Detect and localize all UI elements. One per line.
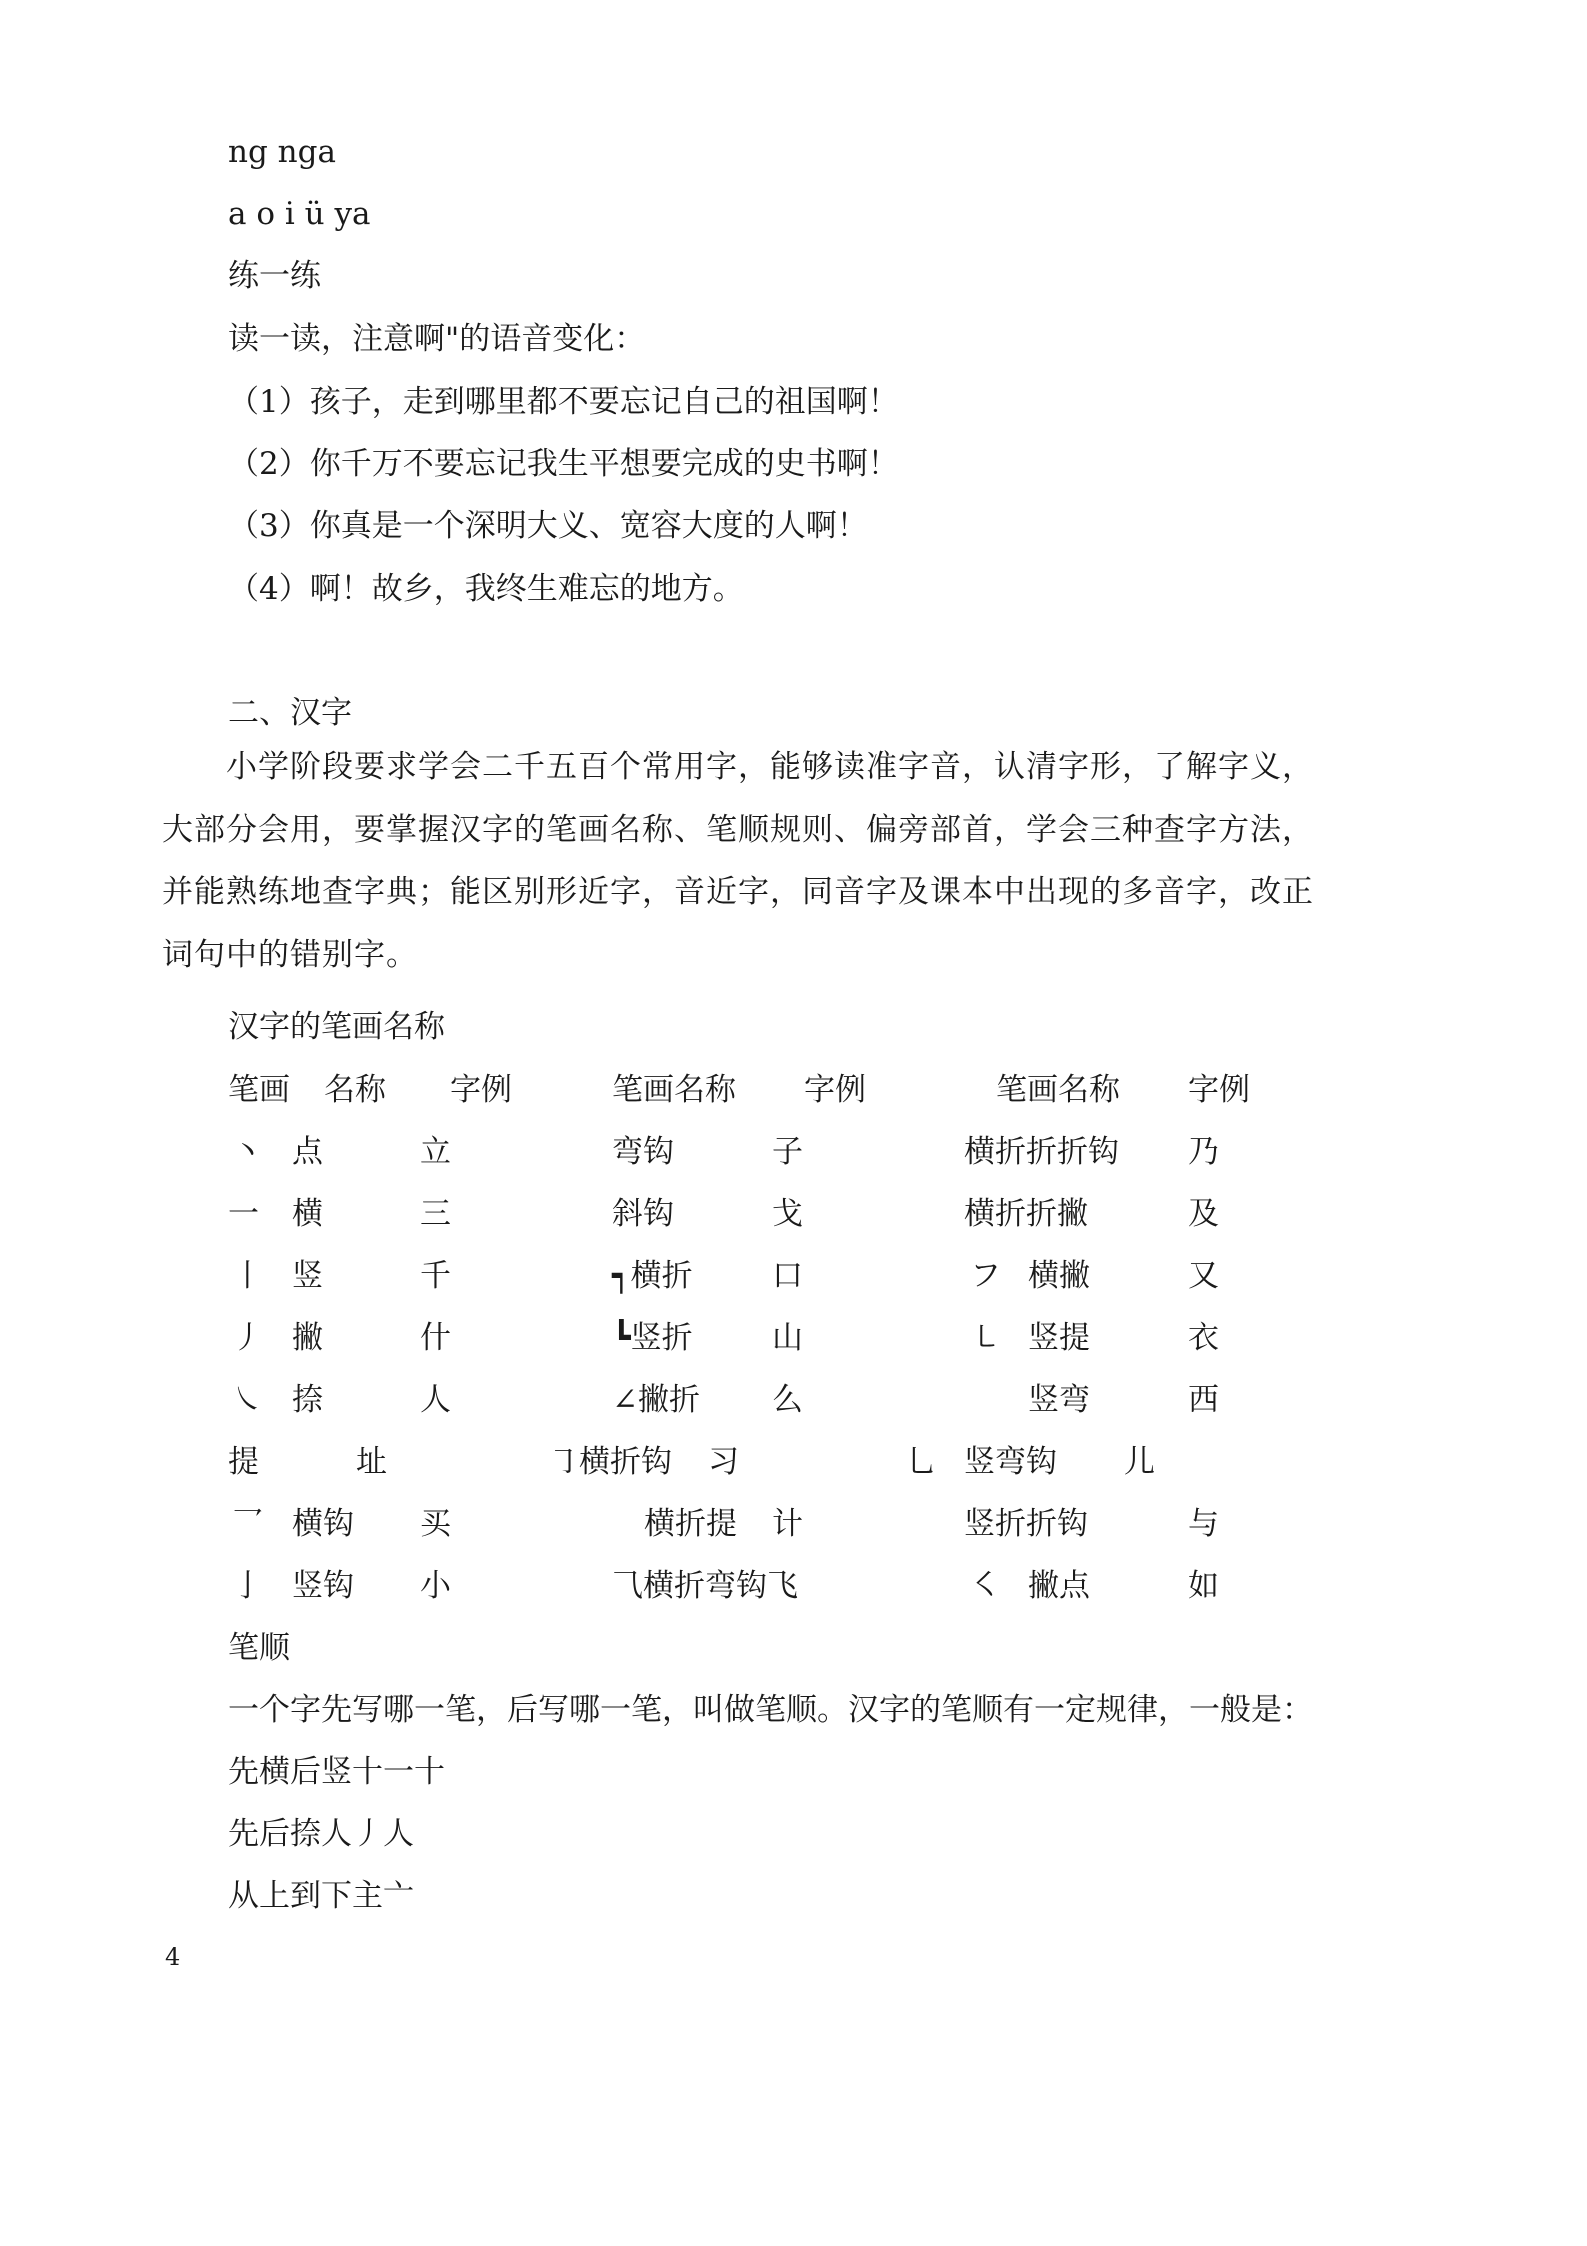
stroke-cell: 乛 (232, 1506, 263, 1542)
name-cell: 竖钩 (292, 1568, 354, 1604)
example-cell: 山 (772, 1320, 803, 1356)
name-cell: 捺 (292, 1382, 323, 1418)
example-cell: 儿 (1124, 1444, 1155, 1480)
name-cell: 撇 (292, 1320, 323, 1356)
name-cell: ⺄横折弯钩飞 (612, 1568, 798, 1604)
header-cell: 笔画名称 (612, 1072, 736, 1108)
stroke-cell: 一 (228, 1196, 259, 1232)
section-paragraph: 小学阶段要求学会二千五百个常用字，能够读准字音，认清字形，了解字义，大部分会用，要掌握汉字的笔画名称、笔顺规则、偏旁部首，学会三种查字方法，并能熟练地查字典；能区别形近字，音近字，同音字及课本中出现的多音字，改正词句中的错别字。 (162, 749, 1314, 973)
practice-heading: 练一练 (228, 258, 321, 294)
stroke-cell: 丶 (232, 1134, 263, 1170)
example-cell: 址 (356, 1444, 387, 1480)
header-cell: 笔画名称 (996, 1072, 1120, 1108)
name-cell: 撇点 (1028, 1568, 1090, 1604)
stroke-cell: 丿 (232, 1320, 263, 1356)
name-cell: 竖提 (1028, 1320, 1090, 1356)
name-cell: 横折提 (644, 1506, 737, 1542)
stroke-cell: 丨 (232, 1258, 263, 1294)
stroke-cell: ㇛ (970, 1568, 1001, 1604)
example-cell: 人 (420, 1382, 451, 1418)
stroke-cell: 乚 (906, 1444, 937, 1480)
name-cell: ∠撇折 (612, 1382, 700, 1418)
stroke-order-rule: 先横后竖十一十 (228, 1754, 445, 1790)
practice-item: （3）你真是一个深明大义、宽容大度的人啊！ (228, 508, 868, 544)
name-cell: 提 (228, 1444, 259, 1480)
header-cell: 笔画 (228, 1072, 290, 1108)
pinyin-line-1: ng nga (228, 134, 336, 170)
name-cell: 横钩 (292, 1506, 354, 1542)
section-heading: 二、汉字 (228, 695, 352, 731)
example-cell: 西 (1188, 1382, 1219, 1418)
example-cell: 买 (420, 1506, 451, 1542)
name-cell: 斜钩 (612, 1196, 674, 1232)
name-cell: 竖弯 (1028, 1382, 1090, 1418)
stroke-cell: ㇄ (970, 1320, 1001, 1356)
name-cell: 点 (292, 1134, 323, 1170)
name-cell: ┑横折 (612, 1258, 693, 1294)
stroke-order-intro: 一个字先写哪一笔，后写哪一笔，叫做笔顺。汉字的笔顺有一定规律，一般是： (228, 1692, 1313, 1728)
stroke-order-rule: 从上到下主亠 (228, 1878, 414, 1914)
pinyin-line-2: a o i ü ya (228, 196, 371, 232)
stroke-cell: 亅 (232, 1568, 263, 1604)
stroke-order-heading: 笔顺 (228, 1630, 290, 1666)
name-cell: 横折折折钩 (964, 1134, 1119, 1170)
name-cell: ┗竖折 (612, 1320, 693, 1356)
name-cell: 竖折折钩 (964, 1506, 1088, 1542)
example-cell: 三 (420, 1196, 451, 1232)
page-number: 4 (165, 1943, 181, 1971)
practice-item: （2）你千万不要忘记我生平想要完成的史书啊！ (228, 446, 899, 482)
example-cell: 又 (1188, 1258, 1219, 1294)
practice-item: （1）孩子，走到哪里都不要忘记自己的祖国啊！ (228, 384, 899, 420)
example-cell: 如 (1188, 1568, 1219, 1604)
example-cell: 千 (420, 1258, 451, 1294)
example-cell: 习 (708, 1444, 739, 1480)
example-cell: 乃 (1188, 1134, 1219, 1170)
example-cell: 及 (1188, 1196, 1219, 1232)
example-cell: 小 (420, 1568, 451, 1604)
name-cell: 横 (292, 1196, 323, 1232)
practice-instruction: 读一读，注意啊"的语音变化： (228, 321, 646, 357)
header-cell: 字例 (804, 1072, 866, 1108)
name-cell: 竖弯钩 (964, 1444, 1057, 1480)
header-cell: 字例 (1188, 1072, 1250, 1108)
example-cell: 立 (420, 1134, 451, 1170)
stroke-cell: フ (970, 1258, 1001, 1294)
stroke-cell: ㇏ (232, 1382, 263, 1418)
practice-item: （4）啊！故乡，我终生难忘的地方。 (228, 571, 744, 607)
stroke-table-title: 汉字的笔画名称 (228, 1009, 445, 1045)
example-cell: 衣 (1188, 1320, 1219, 1356)
name-cell: 弯钩 (612, 1134, 674, 1170)
name-cell: 横折折撇 (964, 1196, 1088, 1232)
header-cell: 字例 (450, 1072, 512, 1108)
stroke-order-rule: 先后捺人丿人 (228, 1816, 414, 1852)
example-cell: 与 (1188, 1506, 1219, 1542)
example-cell: 计 (772, 1506, 803, 1542)
example-cell: 么 (772, 1382, 803, 1418)
example-cell: 戈 (772, 1196, 803, 1232)
example-cell: 子 (772, 1134, 803, 1170)
name-cell: ㇆横折钩 (548, 1444, 672, 1480)
name-cell: 横撇 (1028, 1258, 1090, 1294)
example-cell: 什 (420, 1320, 451, 1356)
header-cell: 名称 (324, 1072, 386, 1108)
name-cell: 竖 (292, 1258, 323, 1294)
example-cell: 口 (772, 1258, 803, 1294)
